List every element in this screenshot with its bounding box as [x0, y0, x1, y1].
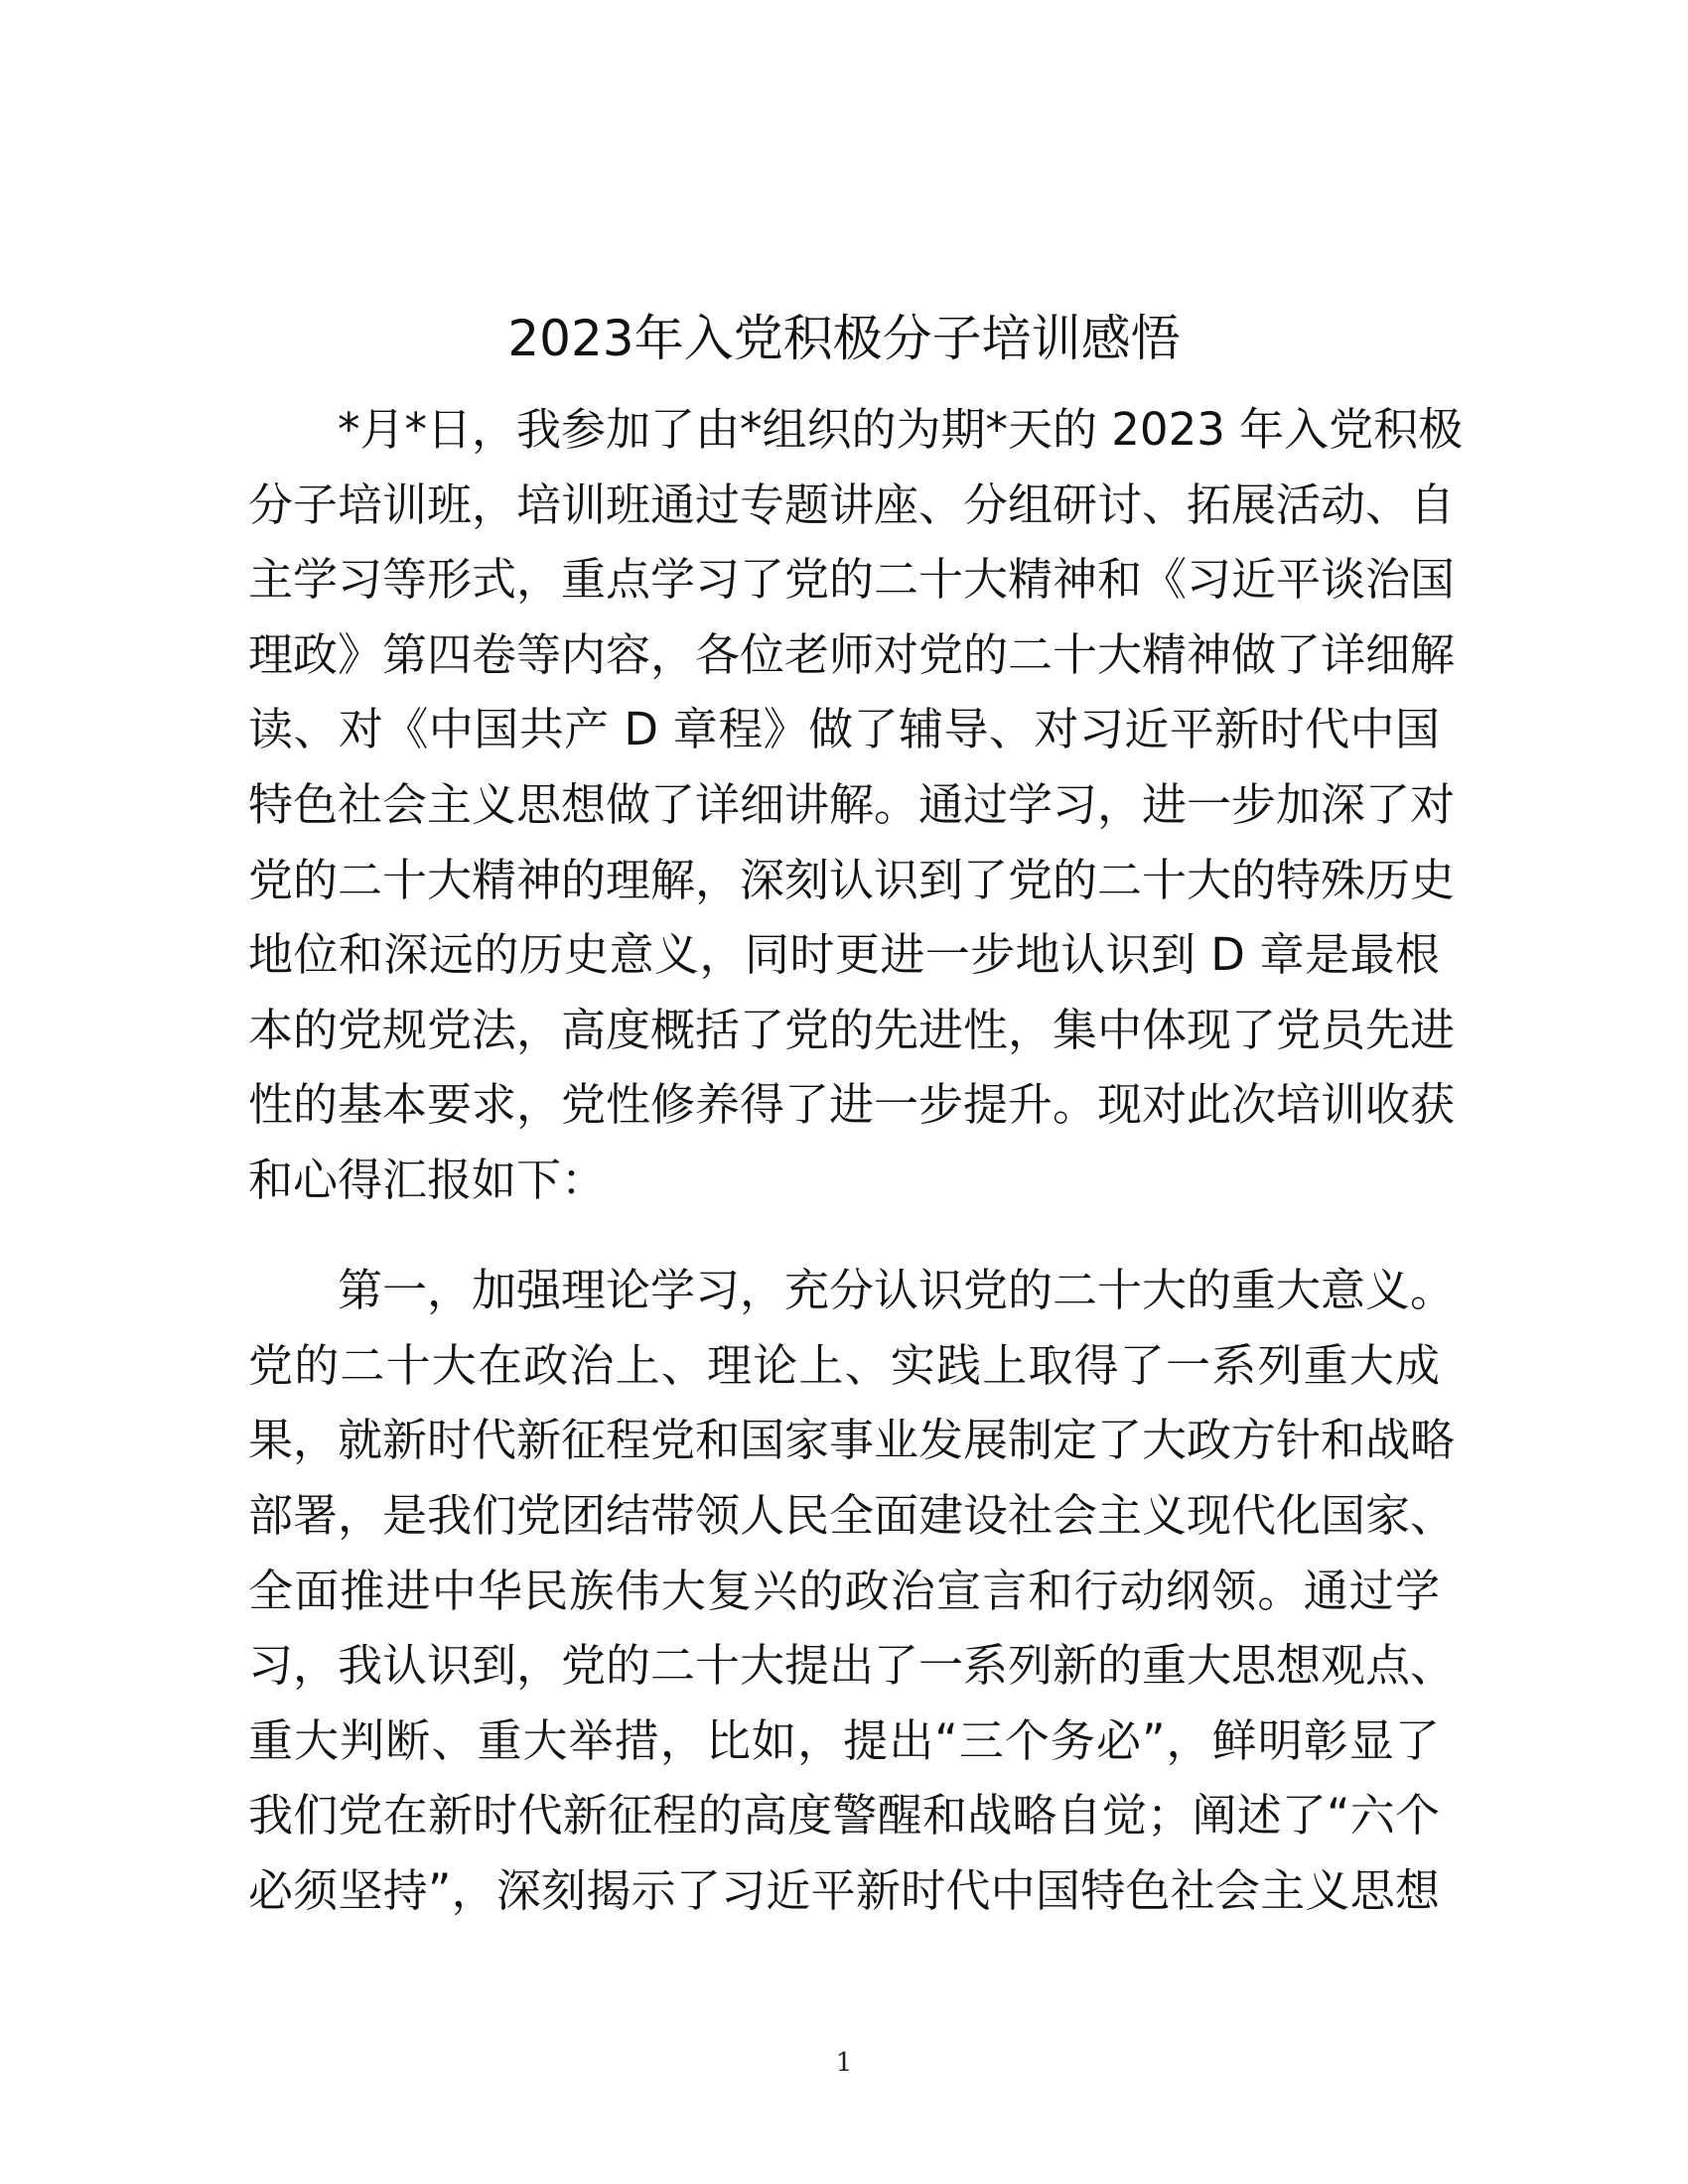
- paragraph-line: 果，就新时代新征程党和国家事业发展制定了大政方针和战略: [248, 1414, 1456, 1466]
- paragraph-line: 全面推进中华民族伟大复兴的政治宣言和行动纲领。通过学: [248, 1565, 1440, 1617]
- paragraph-line: 理政》第四卷等内容，各位老师对党的二十大精神做了详细解: [248, 628, 1456, 681]
- paragraph-line: 习，我认识到，党的二十大提出了一系列新的重大思想观点、: [248, 1639, 1456, 1692]
- paragraph-line: 党的二十大在政治上、理论上、实践上取得了一系列重大成: [248, 1339, 1440, 1392]
- paragraph-line: 必须坚持”，深刻揭示了习近平新时代中国特色社会主义思想: [248, 1864, 1440, 1917]
- paragraph-line: 第一，加强理论学习，充分认识党的二十大的重大意义。: [338, 1264, 1456, 1316]
- paragraph-line: 部署，是我们党团结带领人民全面建设社会主义现代化国家、: [248, 1489, 1456, 1542]
- paragraph-line: 性的基本要求，党性修养得了进一步提升。现对此次培训收获: [248, 1078, 1456, 1131]
- paragraph-line: 党的二十大精神的理解，深刻认识到了党的二十大的特殊历史: [248, 854, 1456, 906]
- paragraph-line: 分子培训班，培训班通过专题讲座、分组研讨、拓展活动、自: [248, 478, 1456, 531]
- paragraph-line: 地位和深远的历史意义，同时更进一步地认识到 D 章是最根: [248, 928, 1440, 981]
- paragraph-line: 特色社会主义思想做了详细讲解。通过学习，进一步加深了对: [248, 778, 1456, 831]
- paragraph-line: 本的党规党法，高度概括了党的先进性，集中体现了党员先进: [248, 1004, 1456, 1056]
- paragraph-line: 重大判断、重大举措，比如，提出“三个务必”，鲜明彰显了: [248, 1714, 1440, 1767]
- paragraph-line: 主学习等形式，重点学习了党的二十大精神和《习近平谈治国: [248, 553, 1456, 606]
- paragraph-line: *月*日，我参加了由*组织的为期*天的 2023 年入党积极: [338, 403, 1464, 456]
- paragraph-line: 我们党在新时代新征程的高度警醒和战略自觉；阐述了“六个: [248, 1789, 1440, 1842]
- paragraph-line: 和心得汇报如下：: [248, 1154, 607, 1206]
- paragraph-line: 读、对《中国共产 D 章程》做了辅导、对习近平新时代中国: [248, 703, 1440, 755]
- document-title: 2023年入党积极分子培训感悟: [507, 310, 1181, 367]
- page-number: 1: [835, 2048, 853, 2078]
